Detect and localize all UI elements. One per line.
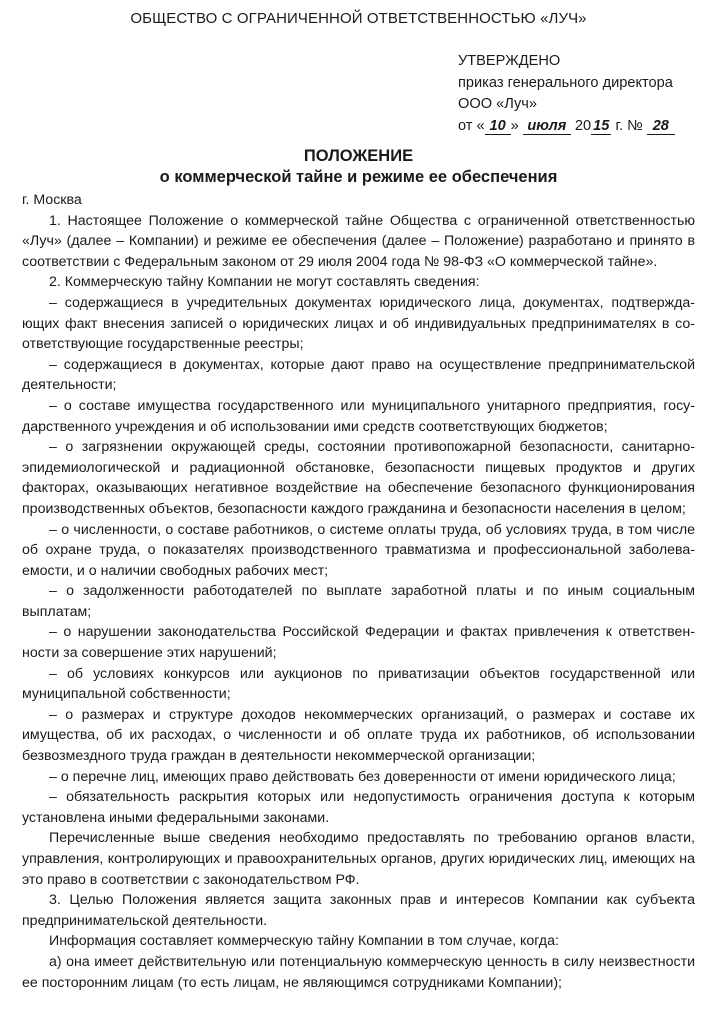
document-body xyxy=(22,190,695,993)
list-item: – о численности, о составе работников, о системе оплаты труда, об условиях труда, в том числе об охране труда, о показателях производственного травматизма и профессиональной заболеваемости, и о наличии свободных рабочих мест; xyxy=(22,521,695,579)
list-item: – о составе имущества государственного или муниципального унитарного предприятия, государственного учреждения и об использовании ими средств соответствующих бюджетов; xyxy=(22,397,695,435)
approval-line-company: ООО «Луч» xyxy=(458,96,537,112)
date-prefix: от « xyxy=(458,117,485,134)
date-month: июля xyxy=(523,118,571,135)
list-item: – о размерах и структуре доходов некоммерческих организаций, о размерах и составе их имущества, об их расходах, о численности и об оплате труда их работников, об использовании безвозмездного труда граждан в деятельности некоммерческой организации; xyxy=(22,706,695,765)
document-title-block xyxy=(0,146,717,188)
date-year: 15 xyxy=(593,117,610,134)
approval-status: УТВЕРЖДЕНО xyxy=(458,53,561,69)
date-quote-close: » xyxy=(510,117,519,134)
paragraph: Перечисленные выше сведения необходимо предоставлять по требованию органов власти, управления, контролирующих и правоохранительных органов, других юридических лиц, имеющих на это право в соответствии с законодательством РФ. xyxy=(22,830,695,888)
approval-block xyxy=(458,51,708,137)
organization-header: ОБЩЕСТВО С ОГРАНИЧЕННОЙ ОТВЕТСТВЕННОСТЬЮ «ЛУЧ» xyxy=(130,10,587,27)
document-city: г. Москва xyxy=(22,192,82,208)
order-number-label: г. № xyxy=(615,117,643,134)
list-item: – содержащиеся в документах, которые дают право на осуществление предпринимательской деятельности; xyxy=(22,356,695,394)
list-item: – об условиях конкурсов или аукционов по приватизации объектов государственной или муниципальной собственности; xyxy=(22,665,695,703)
paragraph: 2. Коммерческую тайну Компании не могут составлять сведения: xyxy=(49,274,480,291)
list-item: – о перечне лиц, имеющих право действовать без доверенности от имени юридического лица; xyxy=(49,768,676,785)
list-item: – о загрязнении окружающей среды, состоянии противопожарной безопасности, санитарно-эпидемиологической и радиационной обстановке, безопасности пищевых продуктов и других факторах, оказывающих негативное воздействие на обеспечение безопасного функционирования производственных объектов, безопасности каждого гражданина и безопасности населения в целом; xyxy=(22,439,695,517)
order-number: 28 xyxy=(647,118,675,135)
paragraph: а) она имеет действительную или потенциальную коммерческую ценность в силу неизвестности ее посторонним лицам (то есть лицам, не являющимся сотрудниками Компании); xyxy=(22,953,695,991)
list-item: – обязательность раскрытия которых или недопустимость ограничения доступа к которым установлена иными федеральными законами. xyxy=(22,789,695,826)
document-title: ПОЛОЖЕНИЕ xyxy=(303,147,414,165)
list-item: – о нарушении законодательства Российской Федерации и фактах привлечения к ответственности за совершение этих нарушений; xyxy=(22,624,695,662)
approval-line-order: приказ генерального директора xyxy=(458,74,673,91)
approval-date-line xyxy=(458,116,708,138)
paragraph: 1. Настоящее Положение о коммерческой тайне Общества с ограниченной ответственностью «Луч» (далее – Компании) и режиме ее обеспечения (далее – Положение) разработано и принято в соответствии с Федеральным законом от 29 июля 2004 года № 98-ФЗ «О коммерческой тайне». xyxy=(22,212,695,270)
list-item: – содержащиеся в учредительных документах юридического лица, документах, подтверждающих факт внесения записей о юридических лицах и об индивидуальных предпринимателях в соответствующие государственные реестры; xyxy=(22,294,695,353)
document-subtitle: о коммерческой тайне и режиме ее обеспечения xyxy=(159,168,558,186)
paragraph: 3. Целью Положения является защита законных прав и интересов Компании как субъекта предпринимательской деятельности. xyxy=(22,892,695,929)
date-century: 20 xyxy=(574,117,592,134)
list-item: – о задолженности работодателей по выплате заработной платы и по иным социальным выплатам; xyxy=(22,583,695,620)
date-day: 10 xyxy=(485,118,511,135)
paragraph: Информация составляет коммерческую тайну Компании в том случае, когда: xyxy=(49,933,559,950)
